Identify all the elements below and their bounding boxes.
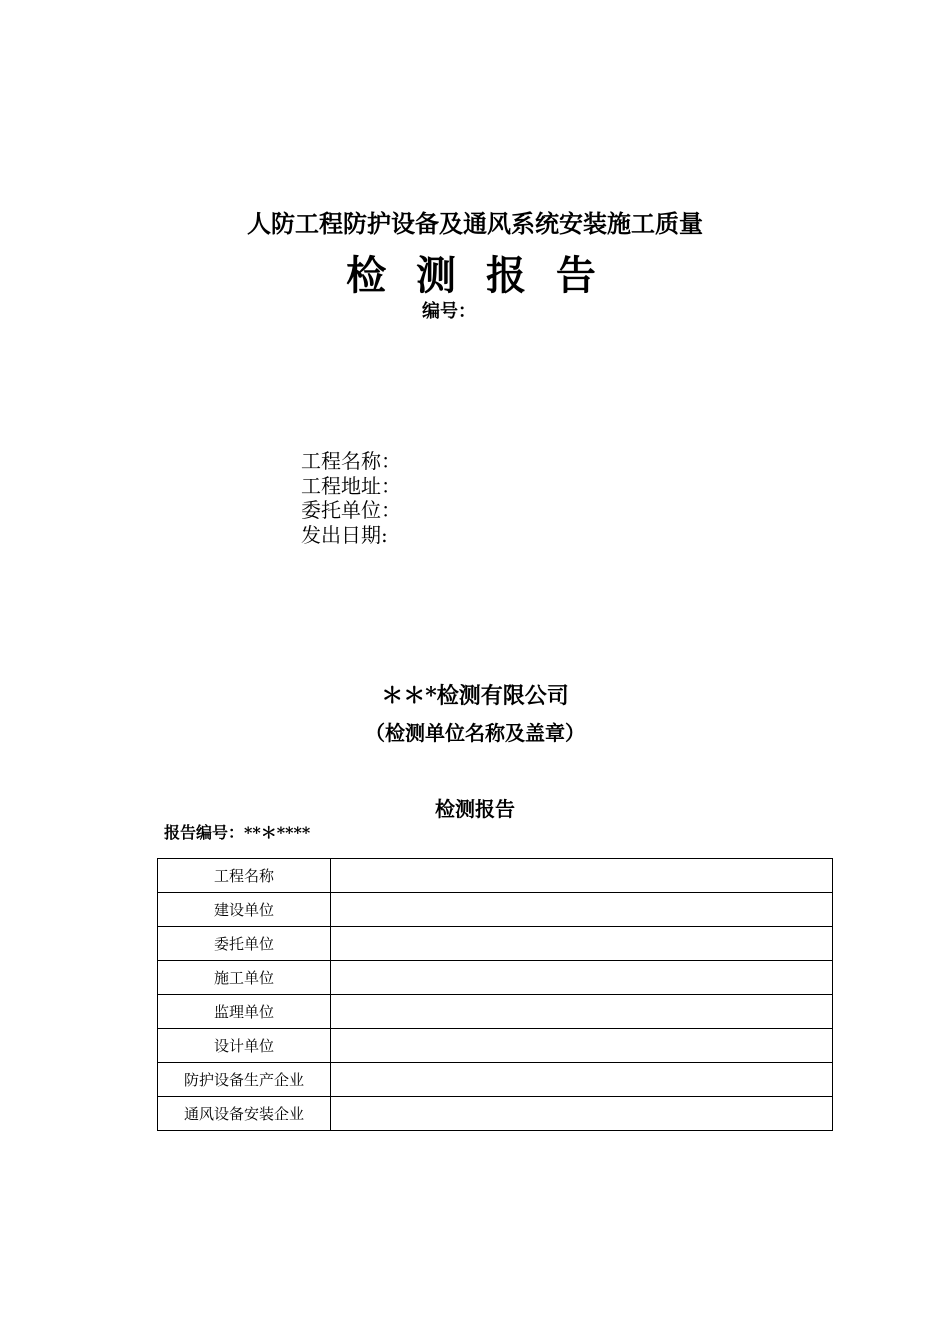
table-value-cell — [331, 1029, 833, 1063]
table-row — [158, 961, 833, 995]
table-value-cell — [331, 893, 833, 927]
table-row — [158, 1097, 833, 1131]
table-label-cell: 设计单位 — [158, 1029, 331, 1063]
project-info-block — [301, 449, 401, 547]
table-row — [158, 995, 833, 1029]
cover-subtitle: 人防工程防护设备及通风系统安装施工质量 — [247, 209, 703, 238]
table-value-cell — [331, 859, 833, 893]
report-number-label: 报告编号：**＊**** — [164, 823, 311, 842]
serial-number-label: 编号： — [422, 301, 476, 322]
report-heading: 检测报告 — [435, 797, 515, 821]
table-value-cell — [331, 1063, 833, 1097]
table-value-cell — [331, 1097, 833, 1131]
table-row — [158, 1029, 833, 1063]
table-value-cell — [331, 927, 833, 961]
project-address-label: 工程地址： — [301, 473, 401, 498]
table-label-cell: 建设单位 — [158, 893, 331, 927]
table-row — [158, 927, 833, 961]
table-label-cell: 施工单位 — [158, 961, 331, 995]
company-name: ＊＊*检测有限公司 — [381, 683, 569, 709]
table-value-cell — [331, 961, 833, 995]
table-label-cell: 工程名称 — [158, 859, 331, 893]
table-label-cell: 监理单位 — [158, 995, 331, 1029]
table-value-cell — [331, 995, 833, 1029]
company-stamp-note: （检测单位名称及盖章） — [365, 721, 585, 745]
table-row — [158, 893, 833, 927]
client-unit-label: 委托单位： — [301, 498, 401, 522]
table-label-cell: 防护设备生产企业 — [158, 1063, 331, 1097]
table-row — [158, 1063, 833, 1097]
table-label-cell: 通风设备安装企业 — [158, 1097, 331, 1131]
project-name-label: 工程名称： — [301, 449, 401, 473]
cover-title: 检 测 报 告 — [346, 252, 604, 299]
table-row — [158, 859, 833, 893]
issue-date-label: 发出日期: — [301, 522, 388, 547]
table-label-cell: 委托单位 — [158, 927, 331, 961]
project-info-table — [157, 858, 833, 1131]
